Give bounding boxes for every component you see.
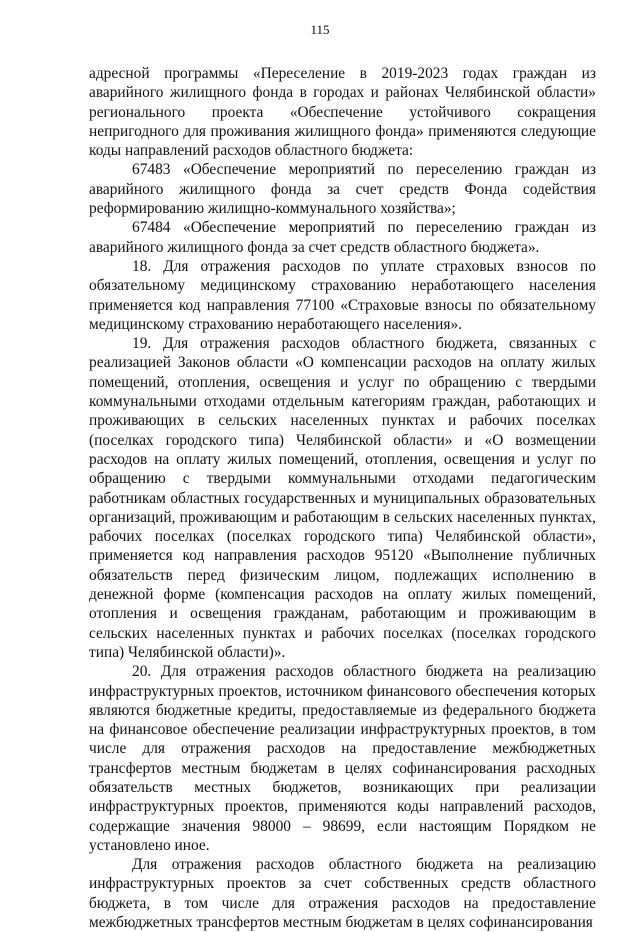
paragraph-item-19: 19. Для отражения расходов областного бюджета, связанных с реализацией Законов области «О компенсации расходов на оплату жилых помещений, отопления, освещения и услуг по обращению с твердыми коммунальными отходами отдельным категориям граждан, работающих и проживающих в сельских населенных пунктах и рабочих поселках (поселках городского типа) Челябинской области» и «О возмещении расходов на оплату жилых помещений, отопления, освещения и услуг по обращению с твердыми коммунальными отходами педагогическим работникам областных государственных и муниципальных образовательных организаций, проживающим и работающим в сельских населенных пунктах, рабочих поселках (поселках городского типа) Челябинской области», применяется код направления расходов 95120 «Выполнение публичных обязательств перед физическим лицом, подлежащих исполнению в денежной форме (компенсация расходов на оплату жилых помещений, отопления и освещения гражданам, работающим и проживающим в сельских населенных пунктах и рабочих поселках (поселках городского типа) Челябинской области)». [89, 335, 596, 661]
paragraph-code-67484: 67484 «Обеспечение мероприятий по переселению граждан из аварийного жилищного фонда за счет средств областного бюджета». [89, 219, 596, 256]
document-body [89, 64, 596, 932]
paragraph-program-continuation: адресной программы «Переселение в 2019-2023 годах граждан из аварийного жилищного фонда в городах и районах Челябинской области» регионального проекта «Обеспечение устойчивого сокращения непригодного для проживания жилищного фонда» применяются следующие коды направлений расходов областного бюджета: [89, 65, 596, 160]
paragraph-code-67483: 67483 «Обеспечение мероприятий по переселению граждан из аварийного жилищного фонда за счет средств Фонда содействия реформированию жилищно-коммунального хозяйства»; [89, 161, 596, 218]
paragraph-item-18: 18. Для отражения расходов по уплате страховых взносов по обязательному медицинскому страхованию неработающего населения применяется код направления 77100 «Страховые взносы по обязательному медицинскому страхованию неработающего населения». [89, 257, 596, 333]
paragraph-own-funds: Для отражения расходов областного бюджета на реализацию инфраструктурных проектов за счет собственных средств областного бюджета, в том числе для отражения расходов на предоставление межбюджетных трансфертов местным бюджетам в целях софинансирования [89, 856, 596, 932]
page-number: 115 [310, 22, 330, 37]
paragraph-item-20: 20. Для отражения расходов областного бюджета на реализацию инфраструктурных проектов, источником финансового обеспечения которых являются бюджетные кредиты, предоставляемые из федерального бюджета на финансовое обеспечение реализации инфраструктурных проектов, в том числе для отражения расходов на предоставление межбюджетных трансфертов местным бюджетам в целях софинансирования расходных обязательств местных бюджетов, возникающих при реализации инфраструктурных проектов, применяются коды направлений расходов, содержащие значения 98000 – 98699, если настоящим Порядком не установлено иное. [89, 663, 596, 854]
